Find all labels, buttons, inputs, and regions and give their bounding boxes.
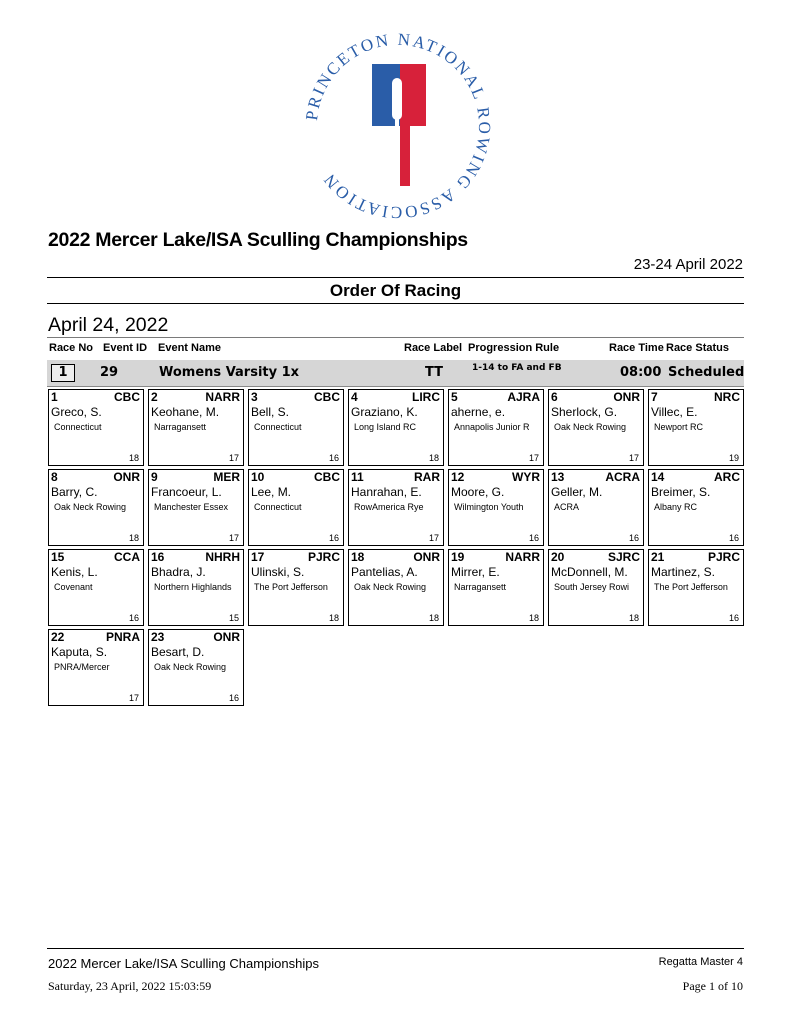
entry-team: Connecticut: [254, 422, 302, 432]
entry-lane: 5: [451, 390, 458, 404]
entry-age: 18: [428, 613, 439, 623]
race-time: 08:00: [620, 365, 662, 380]
entry-club: ACRA: [605, 470, 640, 484]
entry-cell: [648, 549, 744, 626]
race-event-name: Womens Varsity 1x: [159, 365, 300, 380]
entry-cell: [148, 629, 244, 706]
entry-club: PJRC: [307, 550, 340, 564]
entry-club: RAR: [414, 470, 440, 484]
entry-cell: [48, 629, 144, 706]
divider-top: [47, 277, 744, 278]
race-event-id: 29: [100, 365, 119, 380]
entry-cell: [248, 549, 344, 626]
entry-cell: [248, 469, 344, 546]
entry-team: Long Island RC: [354, 422, 417, 432]
entry-lane: 7: [651, 390, 658, 404]
entry-club: NARR: [505, 550, 540, 564]
logo-oar-shaft: [395, 118, 399, 186]
footer-printed-time: Saturday, 23 April, 2022 15:03:59: [48, 979, 212, 993]
entry-lane: 9: [151, 470, 158, 484]
entry-age: 16: [128, 613, 139, 623]
entry-age: 15: [228, 613, 239, 623]
entry-age: 17: [128, 693, 139, 703]
footer-title: 2022 Mercer Lake/ISA Sculling Championships: [48, 956, 319, 971]
entry-club: NARR: [205, 390, 240, 404]
entry-name: Besart, D.: [151, 645, 205, 659]
entry-name: Hanrahan, E.: [351, 485, 422, 499]
entry-cell: [248, 389, 344, 466]
logo-red-block: [400, 64, 426, 186]
entry-team: Connecticut: [54, 422, 102, 432]
entry-club: PNRA: [105, 630, 140, 644]
entry-lane: 14: [651, 470, 665, 484]
entry-club: ONR: [413, 550, 440, 564]
entry-cell: [648, 469, 744, 546]
entry-club: WYR: [512, 470, 540, 484]
regatta-title: 2022 Mercer Lake/ISA Sculling Championships: [48, 229, 468, 251]
entry-cell: [148, 469, 244, 546]
entry-name: McDonnell, M.: [551, 565, 628, 579]
entry-team: Wilmington Youth: [454, 502, 524, 512]
regatta-dates: 23-24 April 2022: [633, 256, 743, 273]
entry-age: 16: [228, 693, 239, 703]
entry-team: Northern Highlands: [154, 582, 232, 592]
entry-age: 16: [728, 613, 739, 623]
entry-lane: 22: [51, 630, 65, 644]
entry-age: 18: [628, 613, 639, 623]
entry-cell: [448, 549, 544, 626]
entry-lane: 3: [251, 390, 258, 404]
race-day-heading: April 24, 2022: [48, 314, 169, 336]
entry-club: PJRC: [707, 550, 740, 564]
col-race-label: Race Label: [404, 342, 463, 354]
entry-club: CCA: [114, 550, 140, 564]
entry-name: Mirrer, E.: [451, 565, 500, 579]
entry-age: 16: [628, 533, 639, 543]
col-event-name: Event Name: [158, 342, 221, 354]
entry-lane: 13: [551, 470, 565, 484]
entry-cell: [148, 549, 244, 626]
column-header-row: [47, 337, 744, 361]
entry-age: 17: [628, 453, 639, 463]
entry-age: 17: [228, 453, 239, 463]
divider-section: [47, 303, 744, 304]
col-progression: Progression Rule: [468, 342, 560, 354]
entry-cell: [348, 549, 444, 626]
entry-club: MER: [213, 470, 240, 484]
entry-team: The Port Jefferson: [254, 582, 328, 592]
footer-software: Regatta Master 4: [658, 956, 743, 968]
entry-team: The Port Jefferson: [654, 582, 728, 592]
entry-name: Graziano, K.: [351, 405, 418, 419]
entry-lane: 10: [251, 470, 265, 484]
entry-name: Greco, S.: [51, 405, 102, 419]
entry-age: 18: [528, 613, 539, 623]
race-number: 1: [51, 364, 75, 382]
entry-club: LIRC: [412, 390, 440, 404]
entry-cell: [48, 469, 144, 546]
entry-cell: [48, 389, 144, 466]
entry-club: SJRC: [607, 550, 640, 564]
entry-lane: 16: [151, 550, 165, 564]
entry-club: NRC: [714, 390, 740, 404]
entry-name: Bhadra, J.: [151, 565, 206, 579]
entry-lane: 6: [551, 390, 558, 404]
entry-team: Narragansett: [154, 422, 207, 432]
logo-ring-text: PRINCETON NATIONAL ROWING ASSOCIATION: [302, 29, 495, 223]
entry-age: 19: [728, 453, 739, 463]
entry-cell: [648, 389, 744, 466]
entry-cell: [148, 389, 244, 466]
entry-age: 18: [128, 533, 139, 543]
entry-lane: 12: [451, 470, 465, 484]
col-event-id: Event ID: [103, 342, 148, 354]
race-row: [47, 360, 744, 387]
entry-club: ARC: [714, 470, 740, 484]
entry-lane: 1: [51, 390, 58, 404]
entry-lane: 2: [151, 390, 158, 404]
entry-age: 16: [328, 453, 339, 463]
entry-name: Villec, E.: [651, 405, 698, 419]
section-title: Order Of Racing: [329, 281, 462, 300]
entry-lane: 20: [551, 550, 565, 564]
entry-age: 18: [428, 453, 439, 463]
entry-team: Narragansett: [454, 582, 507, 592]
pnra-logo: [298, 26, 498, 226]
race-progression: 1-14 to FA and FB: [472, 363, 562, 373]
entry-age: 16: [528, 533, 539, 543]
entry-cell: [348, 389, 444, 466]
entry-club: CBC: [314, 470, 340, 484]
entry-name: Kenis, L.: [51, 565, 98, 579]
entry-lane: 18: [351, 550, 365, 564]
entry-team: Covenant: [54, 582, 93, 592]
entry-name: Breimer, S.: [651, 485, 711, 499]
entry-age: 17: [428, 533, 439, 543]
entry-name: Pantelias, A.: [351, 565, 418, 579]
entry-age: 17: [228, 533, 239, 543]
entry-club: CBC: [314, 390, 340, 404]
race-label: TT: [425, 365, 444, 380]
entry-team: PNRA/Mercer: [54, 662, 110, 672]
entry-name: Sherlock, G.: [551, 405, 618, 419]
entry-club: ONR: [213, 630, 240, 644]
entry-lane: 11: [351, 470, 364, 484]
entry-lane: 4: [351, 390, 358, 404]
entry-age: 16: [728, 533, 739, 543]
entry-name: Lee, M.: [251, 485, 292, 499]
entry-age: 18: [128, 453, 139, 463]
entry-lane: 23: [151, 630, 165, 644]
col-race-status: Race Status: [666, 342, 729, 354]
entry-club: CBC: [114, 390, 140, 404]
entry-lane: 21: [651, 550, 665, 564]
entry-team: Newport RC: [654, 422, 704, 432]
footer-page-number: Page 1 of 10: [682, 979, 743, 993]
entry-team: South Jersey Rowi: [554, 582, 630, 592]
entry-cell: [548, 549, 644, 626]
entry-cell: [448, 389, 544, 466]
entry-lane: 15: [51, 550, 65, 564]
col-race-time: Race Time: [609, 342, 664, 354]
entry-team: Oak Neck Rowing: [354, 582, 427, 592]
entry-name: Keohane, M.: [151, 405, 220, 419]
entry-name: Geller, M.: [551, 485, 603, 499]
entry-name: Martinez, S.: [651, 565, 716, 579]
race-status: Scheduled: [668, 365, 745, 380]
entry-lane: 19: [451, 550, 465, 564]
entry-team: Connecticut: [254, 502, 302, 512]
entry-lane: 17: [251, 550, 265, 564]
entry-club: NHRH: [205, 550, 240, 564]
entry-club: ONR: [613, 390, 640, 404]
entry-club: ONR: [113, 470, 140, 484]
entry-team: Oak Neck Rowing: [54, 502, 127, 512]
entry-age: 17: [528, 453, 539, 463]
entry-team: RowAmerica Rye: [354, 502, 424, 512]
entry-cell: [48, 549, 144, 626]
entry-name: aherne, e.: [451, 405, 506, 419]
entry-club: AJRA: [507, 390, 540, 404]
entry-team: ACRA: [554, 502, 580, 512]
entry-lane: 8: [51, 470, 58, 484]
entry-name: Bell, S.: [251, 405, 290, 419]
entry-name: Francoeur, L.: [151, 485, 222, 499]
entry-name: Barry, C.: [51, 485, 98, 499]
entry-cell: [348, 469, 444, 546]
entry-team: Annapolis Junior R: [454, 422, 530, 432]
entry-cell: [548, 469, 644, 546]
footer-divider: [47, 948, 744, 949]
col-race-no: Race No: [49, 342, 94, 354]
logo-oar: [392, 78, 402, 120]
entry-name: Ulinski, S.: [251, 565, 305, 579]
entry-team: Manchester Essex: [154, 502, 229, 512]
entry-age: 16: [328, 533, 339, 543]
entry-name: Kaputa, S.: [51, 645, 108, 659]
entry-team: Oak Neck Rowing: [554, 422, 627, 432]
entry-team: Oak Neck Rowing: [154, 662, 227, 672]
entry-team: Albany RC: [654, 502, 698, 512]
entry-name: Moore, G.: [451, 485, 505, 499]
entry-age: 18: [328, 613, 339, 623]
entry-cell: [548, 389, 644, 466]
entry-cell: [448, 469, 544, 546]
